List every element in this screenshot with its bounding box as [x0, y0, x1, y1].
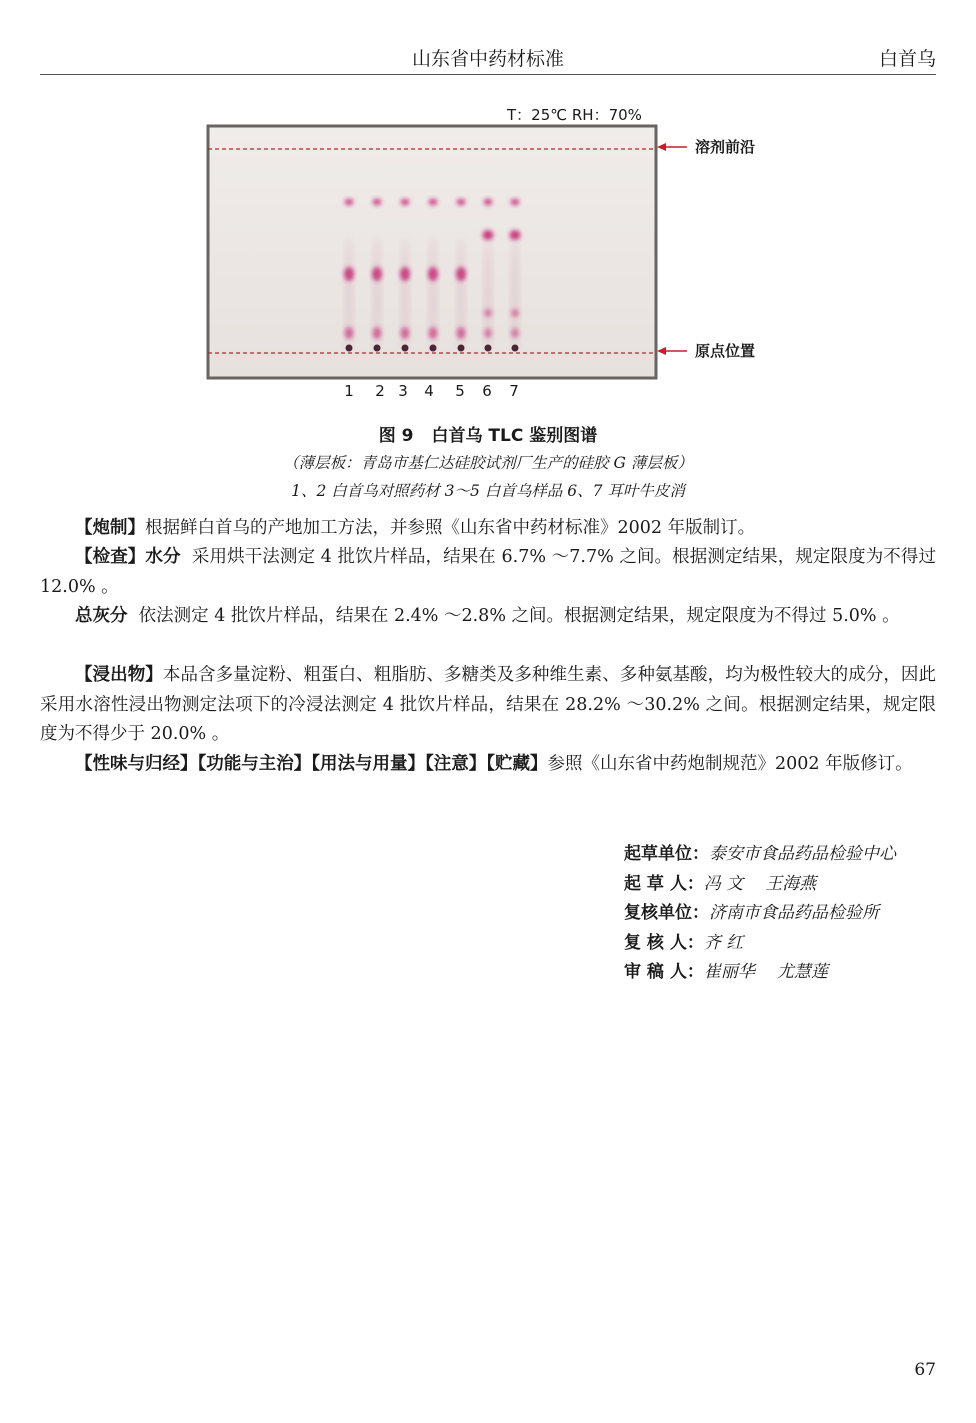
origin-spot [402, 345, 409, 352]
tlc-spot [429, 327, 438, 339]
lane-number: 7 [509, 382, 519, 400]
section-text: 采用烘干法测定 4 批饮片样品，结果在 6.7% ～7.7% 之间。根据测定结果，规定限度为不得过 12.0% 。 [40, 547, 936, 597]
lane-number: 1 [344, 382, 354, 400]
solvent-front-label: 溶剂前沿 [695, 138, 756, 156]
credit-row [624, 899, 896, 929]
section-properties [40, 750, 936, 780]
section-total-ash [40, 602, 936, 632]
credit-row [624, 929, 896, 959]
credit-row [624, 840, 896, 870]
tlc-spot [400, 267, 410, 281]
section-text: 参照《山东省中药炮制规范》2002 年版修订。 [547, 754, 913, 774]
section-processing [40, 514, 936, 544]
tlc-spot [345, 199, 354, 206]
tlc-spot [457, 327, 466, 339]
section-label: 总灰分 [75, 606, 128, 626]
origin-spot [374, 345, 381, 352]
running-header [40, 42, 936, 75]
tlc-spot [372, 267, 382, 281]
lane-number: 2 [375, 382, 385, 400]
tlc-spot [457, 199, 466, 206]
page-number: 67 [914, 1360, 936, 1380]
tlc-spot [373, 199, 382, 206]
figure-caption-plate: （薄层板：青岛市基仁达硅胶试剂厂生产的硅胶 G 薄层板） [283, 454, 693, 472]
tlc-spot [484, 199, 493, 206]
tlc-spot [401, 327, 410, 339]
credit-value: 尤慧莲 [776, 962, 828, 982]
credit-label: 审 稿 人： [624, 962, 704, 982]
tlc-plate-figure [195, 120, 795, 382]
section-label: 【炮制】 [75, 518, 145, 538]
section-text: 本品含多量淀粉、粗蛋白、粗脂肪、多糖类及多种维生素、多种氨基酸，均为极性较大的成分，因此采用水溶性浸出物测定法项下的冷浸法测定 4 批饮片样品，结果在 28.2% ～30.2% 之间。根据测定结果，规定限度为不得少于 20.0% 。 [40, 665, 937, 744]
tlc-spot [511, 309, 519, 317]
figure-title [0, 421, 976, 446]
tlc-spot [484, 309, 492, 317]
origin-spot [430, 345, 437, 352]
lane-number: 4 [424, 382, 434, 400]
tlc-spot [510, 230, 521, 240]
credit-value: 崔丽华 [703, 962, 755, 982]
header-monograph-title: 白首乌 [878, 48, 936, 70]
credit-label: 复核单位： [624, 903, 709, 923]
header-book-title: 山东省中药材标准 [411, 48, 564, 70]
tlc-spot [345, 327, 354, 339]
section-text: 根据鲜白首乌的产地加工方法，并参照《山东省中药材标准》2002 年版制订。 [145, 518, 756, 538]
credit-label: 复 核 人： [624, 932, 704, 953]
credit-value: 冯 文 [703, 873, 744, 894]
origin-label: 原点位置 [695, 342, 756, 360]
credit-value: 齐 红 [703, 932, 744, 953]
section-label: 【性味与归经】【功能与主治】【用法与用量】【注意】【贮藏】 [75, 754, 548, 774]
origin-spot [512, 345, 519, 352]
tlc-spot [428, 267, 438, 281]
tlc-conditions: T：25℃ RH：70% [507, 106, 642, 124]
origin-spot [346, 345, 353, 352]
section-extractives [40, 661, 936, 750]
figure-caption-lanes: 1、2 白首乌对照药材 3～5 白首乌样品 6、7 耳叶牛皮消 [291, 482, 685, 500]
origin-spot [485, 345, 492, 352]
credit-row [624, 958, 896, 988]
credit-label: 起 草 人： [624, 873, 704, 894]
tlc-spot [483, 230, 494, 240]
section-text: 依法测定 4 批饮片样品，结果在 2.4% ～2.8% 之间。根据测定结果，规定限度为不得过 5.0% 。 [138, 606, 900, 626]
tlc-spot [344, 267, 354, 281]
tlc-spot [484, 328, 492, 338]
tlc-spot [429, 199, 438, 206]
lane-numbers [0, 382, 976, 402]
section-label: 【浸出物】 [75, 665, 163, 685]
tlc-spot [373, 327, 382, 339]
lane-number: 3 [398, 382, 408, 400]
figure-number: 图 9 [378, 426, 414, 446]
credit-label: 起草单位： [624, 844, 709, 864]
lane-number: 5 [455, 382, 465, 400]
section-label: 【检查】水分 [75, 547, 181, 567]
credits-block [624, 840, 896, 988]
solvent-front-arrow [657, 143, 687, 151]
credit-value: 泰安市食品药品检验中心 [709, 844, 896, 864]
tlc-spot [456, 267, 466, 281]
credit-row [624, 870, 896, 900]
figure-title-text: 白首乌 TLC 鉴别图谱 [431, 426, 598, 446]
origin-arrow [657, 347, 687, 355]
tlc-spot [401, 199, 410, 206]
lane-number: 6 [482, 382, 492, 400]
origin-spot [458, 345, 465, 352]
tlc-spot [511, 328, 519, 338]
credit-value: 王海燕 [765, 873, 817, 894]
credit-value: 济南市食品药品检验所 [709, 903, 879, 923]
section-moisture [40, 543, 936, 602]
tlc-spot [511, 199, 520, 206]
